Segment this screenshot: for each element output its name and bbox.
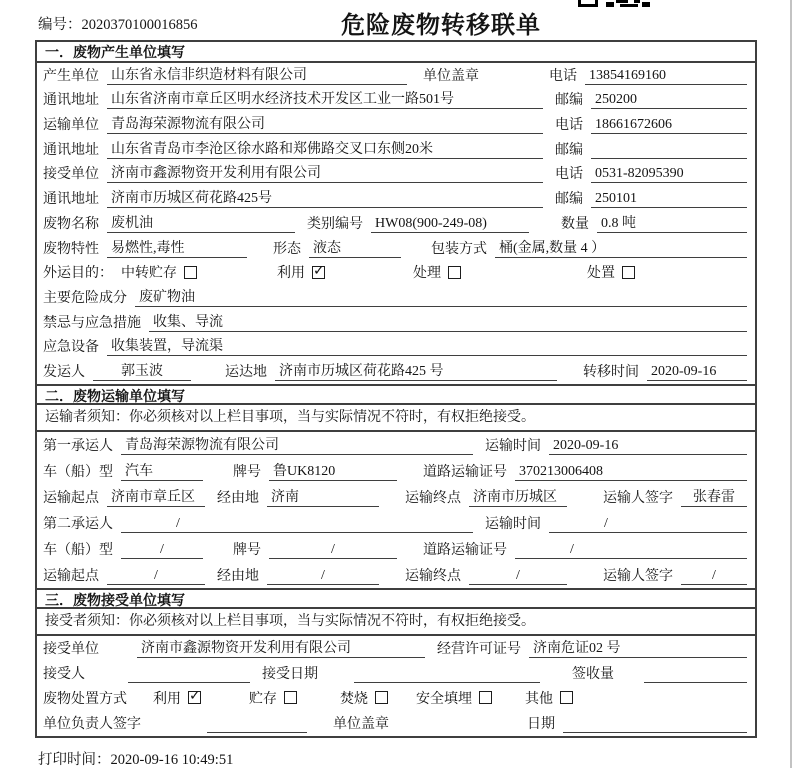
option-utilize-label: 利用 [277, 266, 305, 282]
vehicle2-license-label: 道路运输证号 [423, 542, 507, 558]
transport-address-value: 山东省青岛市李沧区徐水路和郑佛路交叉口东侧20米 [107, 138, 543, 159]
option-treat-label: 处理 [413, 266, 441, 282]
receipt-qty-label: 签收量 [572, 666, 614, 682]
operating-license-value: 济南危证02 号 [529, 637, 747, 658]
vehicle1-type-value: 汽车 [121, 460, 203, 481]
option-utilize [277, 262, 325, 282]
route1-sign-label: 运输人签字 [603, 490, 673, 506]
receipt-qty-value [644, 666, 747, 683]
row-producer-address [37, 88, 755, 113]
row-emergency-equipment [37, 335, 755, 360]
receiver-phone-label: 电话 [555, 167, 583, 183]
waste-qty-value: 0.8 吨 [597, 212, 747, 233]
carrier1-label: 第一承运人 [43, 438, 113, 454]
row-accept-person [37, 661, 755, 686]
hazard-components-value: 废矿物油 [135, 286, 747, 307]
producer-address-label: 通讯地址 [43, 93, 99, 109]
transport-phone-label: 电话 [555, 118, 583, 134]
disposal-other-checkbox [560, 691, 573, 704]
transport-zip-value [591, 142, 747, 159]
option-disposal-store [249, 688, 297, 708]
vehicle2-license-value: / [515, 542, 747, 559]
dispose-checkbox [622, 266, 635, 279]
row-carrier1 [37, 432, 755, 458]
print-time-value: 2020-09-16 10:49:51 [110, 752, 234, 768]
operating-license-label: 经营许可证号 [437, 641, 521, 657]
section-receiver-heading: 三．废物接受单位填写 [37, 588, 755, 609]
disposal-utilize-label: 利用 [153, 691, 181, 707]
route1-via-label: 经由地 [217, 490, 259, 506]
row-route2 [37, 562, 755, 588]
route2-sign-label: 运输人签字 [603, 568, 673, 584]
doc-number-value: 2020370100016856 [81, 17, 198, 33]
disposal-utilize-checkbox [188, 691, 201, 704]
carrier2-label: 第二承运人 [43, 516, 113, 532]
section-producer-heading: 一．废物产生单位填写 [37, 42, 755, 63]
row-taboo-measures [37, 310, 755, 335]
carrier1-value: 青岛海荣源物流有限公司 [121, 434, 473, 455]
page-right-edge [790, 0, 792, 768]
route1-start-value: 济南市章丘区 [107, 486, 205, 507]
route2-start-label: 运输起点 [43, 568, 99, 584]
waste-code-value: HW08(900-249-08) [371, 216, 529, 233]
option-transfer-storage [121, 262, 197, 282]
route1-end-value: 济南市历城区 [469, 486, 567, 507]
vehicle1-type-label: 车（船）型 [43, 464, 113, 480]
accept-person-value [128, 666, 250, 683]
disposal-method-label: 废物处置方式 [43, 691, 127, 707]
qr-code-icon [578, 0, 654, 8]
accept-unit-label: 接受单位 [43, 641, 99, 657]
vehicle2-plate-value: / [269, 542, 397, 559]
row-disposal-method [37, 686, 755, 711]
vehicle2-type-label: 车（船）型 [43, 542, 113, 558]
row-route1 [37, 484, 755, 510]
vehicle1-license-label: 道路运输证号 [423, 464, 507, 480]
vehicle2-type-value: / [121, 542, 203, 559]
disposal-other-label: 其他 [525, 691, 553, 707]
waste-name-label: 废物名称 [43, 216, 99, 232]
disposal-store-checkbox [284, 691, 297, 704]
disposal-store-label: 贮存 [249, 691, 277, 707]
waste-pack-value: 桶(金属,数量 4 ） [495, 237, 747, 258]
row-hazard-components [37, 285, 755, 310]
option-dispose [587, 262, 635, 282]
route1-via-value: 济南 [267, 486, 379, 507]
unit-stamp-label: 单位盖章 [423, 68, 479, 84]
transport-phone-value: 18661672606 [591, 117, 747, 134]
carrier1-time-value: 2020-09-16 [549, 438, 747, 455]
row-carrier2 [37, 510, 755, 536]
destination-label: 运达地 [225, 364, 267, 380]
carrier2-time-value: / [549, 516, 747, 533]
disposal-incinerate-label: 焚烧 [340, 691, 368, 707]
carrier2-time-label: 运输时间 [485, 516, 541, 532]
transfer-time-value: 2020-09-16 [647, 364, 747, 381]
row-transport-address [37, 137, 755, 162]
transport-unit-value: 青岛海荣源物流有限公司 [107, 113, 543, 134]
sign-date-label: 日期 [527, 716, 555, 732]
accept-person-label: 接受人 [43, 666, 85, 682]
transporter-notice: 运输者须知：你必须核对以上栏目事项，当与实际情况不符时，有权拒绝接受。 [37, 405, 755, 432]
vehicle1-plate-label: 牌号 [233, 464, 261, 480]
taboo-measures-label: 禁忌与应急措施 [43, 315, 141, 331]
dispatcher-label: 发运人 [43, 364, 85, 380]
accept-unit-value: 济南市鑫源物资开发利用有限公司 [137, 637, 425, 658]
transfer-storage-checkbox [184, 266, 197, 279]
transport-zip-label: 邮编 [555, 142, 583, 158]
row-producer-unit [37, 63, 755, 88]
transport-address-label: 通讯地址 [43, 142, 99, 158]
responsible-sign-label: 单位负责人签字 [43, 716, 141, 732]
option-disposal-other [525, 688, 573, 708]
emergency-equipment-value: 收集装置，导流渠 [107, 335, 747, 356]
producer-unit-value: 山东省永信非织造材料有限公司 [107, 64, 407, 85]
option-dispose-label: 处置 [587, 266, 615, 282]
transfer-time-label: 转移时间 [583, 364, 639, 380]
disposal-landfill-label: 安全填埋 [416, 691, 472, 707]
row-outbound-purpose [37, 261, 755, 286]
row-dispatcher [37, 359, 755, 384]
row-vehicle1 [37, 458, 755, 484]
route1-start-label: 运输起点 [43, 490, 99, 506]
emergency-equipment-label: 应急设备 [43, 340, 99, 356]
print-time-label: 打印时间： [38, 752, 111, 768]
receiver-phone-value: 0531-82095390 [591, 166, 747, 183]
waste-props-label: 废物特性 [43, 241, 99, 257]
vehicle1-license-value: 370213006408 [515, 464, 747, 481]
producer-zip-label: 邮编 [555, 93, 583, 109]
route2-end-label: 运输终点 [405, 568, 461, 584]
producer-unit-label: 产生单位 [43, 68, 99, 84]
sign-date-value [563, 716, 747, 733]
producer-address-value: 山东省济南市章丘区明水经济技术开发区工业一路501号 [107, 88, 543, 109]
option-disposal-utilize [153, 688, 201, 708]
vehicle1-plate-value: 鲁UK8120 [269, 460, 397, 481]
route2-via-value: / [267, 568, 379, 585]
section-transport-heading: 二．废物运输单位填写 [37, 384, 755, 405]
hazard-components-label: 主要危险成分 [43, 290, 127, 306]
section-transport [37, 384, 755, 588]
row-accept-unit [37, 636, 755, 661]
vehicle2-plate-label: 牌号 [233, 542, 261, 558]
route2-via-label: 经由地 [217, 568, 259, 584]
document-header [0, 0, 796, 38]
route2-sign-value: / [681, 568, 747, 585]
row-receiver-address [37, 186, 755, 211]
option-treat [413, 262, 461, 282]
row-receiver-unit [37, 162, 755, 187]
waste-pack-label: 包装方式 [431, 241, 487, 257]
doc-number-label: 编号： [38, 17, 82, 33]
waste-form-value: 液态 [309, 237, 401, 258]
producer-zip-value: 250200 [591, 92, 747, 109]
producer-phone-label: 电话 [549, 68, 577, 84]
unit-stamp2-label: 单位盖章 [333, 716, 389, 732]
waste-props-value: 易燃性,毒性 [107, 237, 247, 258]
transport-unit-label: 运输单位 [43, 118, 99, 134]
receiver-address-value: 济南市历城区荷花路425号 [107, 187, 543, 208]
carrier1-time-label: 运输时间 [485, 438, 541, 454]
responsible-sign-value [207, 716, 307, 733]
route1-end-label: 运输终点 [405, 490, 461, 506]
outbound-purpose-label: 外运目的： [43, 266, 113, 282]
receiver-notice: 接受者须知：你必须核对以上栏目事项，当与实际情况不符时，有权拒绝接受。 [37, 609, 755, 636]
row-transport-unit [37, 112, 755, 137]
manifest-form [35, 40, 757, 738]
row-responsible-sign [37, 711, 755, 736]
route2-end-value: / [469, 568, 567, 585]
option-disposal-landfill [416, 688, 492, 708]
carrier2-value: / [121, 516, 473, 533]
accept-date-value [354, 666, 540, 683]
receiver-zip-label: 邮编 [555, 192, 583, 208]
treat-checkbox [448, 266, 461, 279]
route2-start-value: / [107, 568, 205, 585]
print-time [38, 748, 233, 769]
destination-value: 济南市历城区荷花路425 号 [275, 360, 557, 381]
disposal-landfill-checkbox [479, 691, 492, 704]
receiver-address-label: 通讯地址 [43, 192, 99, 208]
row-waste-props [37, 236, 755, 261]
waste-qty-label: 数量 [561, 216, 589, 232]
utilize-checkbox [312, 266, 325, 279]
waste-form-label: 形态 [273, 241, 301, 257]
section-receiver [37, 588, 755, 736]
receiver-unit-value: 济南市鑫源物资开发利用有限公司 [107, 162, 543, 183]
receiver-zip-value: 250101 [591, 191, 747, 208]
waste-name-value: 废机油 [107, 212, 295, 233]
waste-code-label: 类别编号 [307, 216, 363, 232]
option-transfer-storage-label: 中转贮存 [121, 266, 177, 282]
accept-date-label: 接受日期 [262, 666, 318, 682]
disposal-incinerate-checkbox [375, 691, 388, 704]
row-waste-name [37, 211, 755, 236]
dispatcher-value: 郭玉波 [93, 360, 191, 381]
section-producer [37, 42, 755, 384]
option-disposal-incinerate [340, 688, 388, 708]
page-title: 危险废物转移联单 [341, 12, 541, 39]
route1-sign-value: 张春雷 [681, 486, 747, 507]
taboo-measures-value: 收集、导流 [149, 311, 747, 332]
producer-phone-value: 13854169160 [585, 68, 747, 85]
receiver-unit-label: 接受单位 [43, 167, 99, 183]
row-vehicle2 [37, 536, 755, 562]
